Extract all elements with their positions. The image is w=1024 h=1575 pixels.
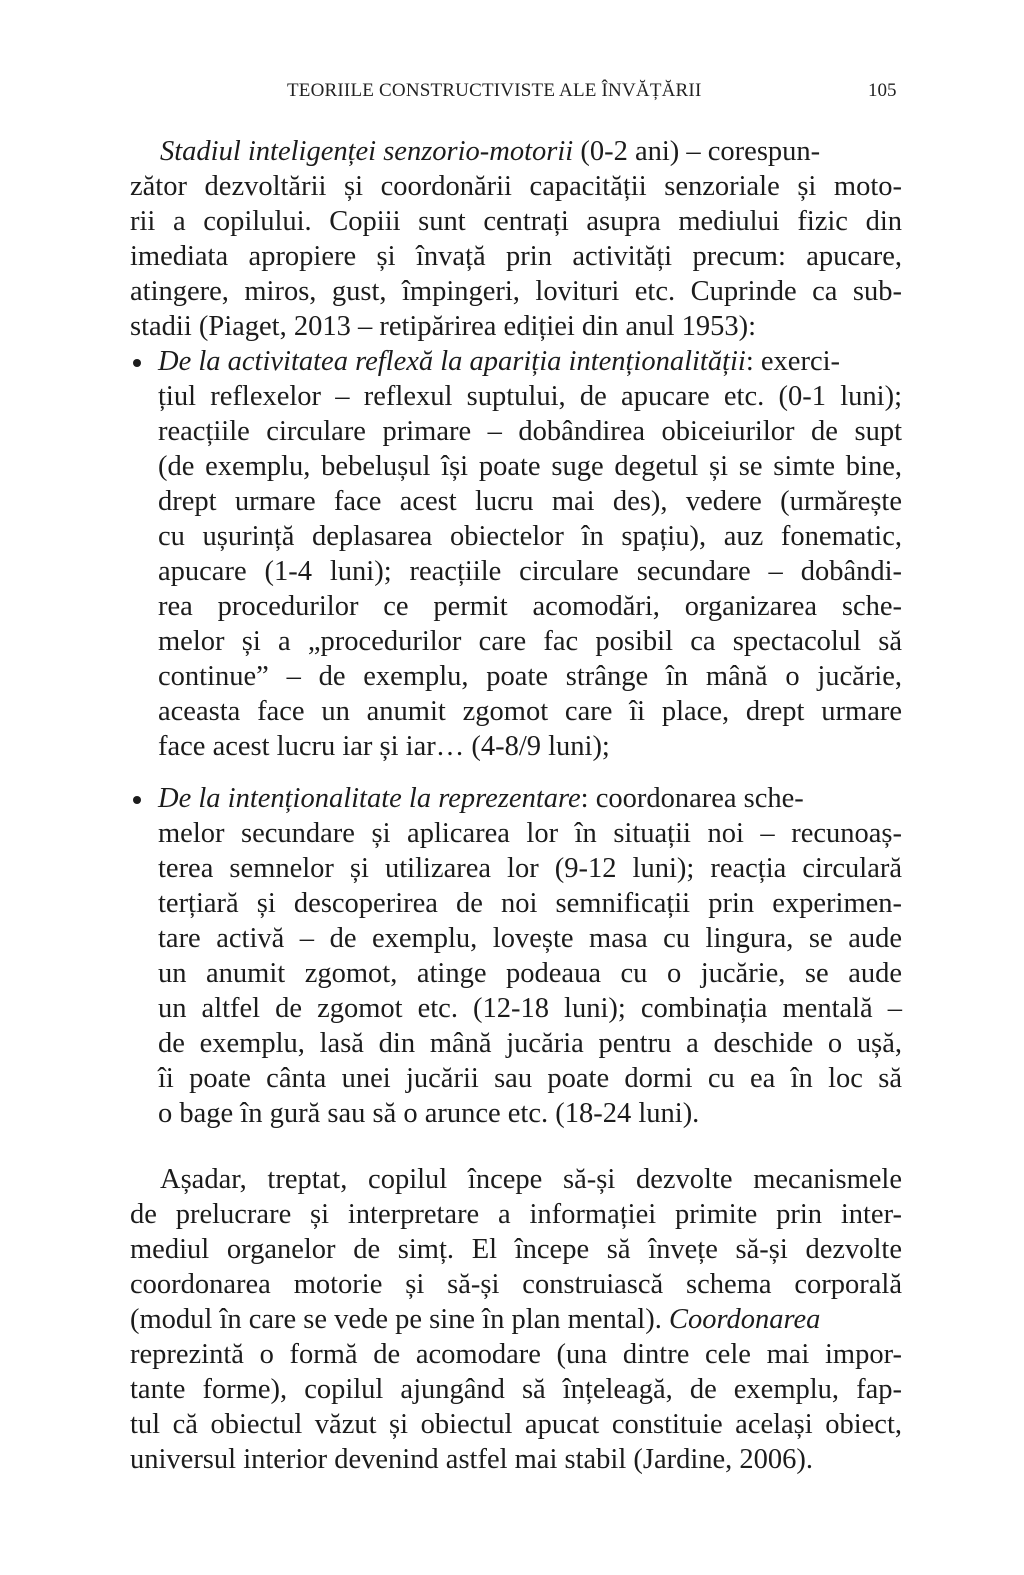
- text-span: : coordonarea sche-: [580, 783, 804, 814]
- bullet-line: terea semnelor și utilizarea lor (9-12 luni); reacția circulară: [158, 853, 902, 884]
- paragraph-line: tante forme), copilul ajungând să înțeleagă, de exemplu, fap-: [130, 1374, 902, 1405]
- emphasis-coordonarea: Coordonarea: [668, 1304, 821, 1335]
- paragraph-line: universul interior devenind astfel mai stabil (Jardine, 2006).: [130, 1444, 814, 1475]
- paragraph-line: coordonarea motorie și să-și construiască schema corporală: [130, 1269, 902, 1300]
- bullet-line: face acest lucru iar și iar… (4-8/9 luni);: [158, 731, 610, 762]
- paragraph-line: imediata apropiere și învață prin activități precum: apucare,: [130, 241, 902, 272]
- paragraph-line: atingere, miros, gust, împingeri, lovituri etc. Cuprinde ca sub-: [130, 276, 902, 307]
- page-number: 105: [868, 80, 897, 101]
- paragraph-line: [130, 1302, 902, 1337]
- bullet-icon: [133, 359, 141, 367]
- bullet-line: un altfel de zgomot etc. (12-18 luni); combinația mentală –: [158, 993, 902, 1024]
- text-span: (modul în care se vede pe sine în plan mental).: [130, 1304, 669, 1335]
- paragraph-line: de prelucrare și interpretare a informației primite prin inter-: [130, 1199, 902, 1230]
- bullet-line: cu ușurință deplasarea obiectelor în spațiu), auz fonematic,: [158, 521, 902, 552]
- bullet-line: continue” – de exemplu, poate strânge în mână o jucărie,: [158, 661, 902, 692]
- bullet-line: aceasta face un anumit zgomot care îi place, drept urmare: [158, 696, 902, 727]
- running-title: TEORIILE CONSTRUCTIVISTE ALE ÎNVĂȚĂRII: [287, 80, 702, 101]
- paragraph-line: mediul organelor de simț. El începe să învețe să-și dezvolte: [130, 1234, 902, 1265]
- stage-title: Stadiul inteligenței senzorio-motorii: [160, 136, 574, 167]
- text-span: : exerci-: [745, 346, 841, 377]
- bullet-line: îi poate cânta unei jucării sau poate dormi cu ea în loc să: [158, 1063, 902, 1094]
- bullet-icon: [133, 796, 141, 804]
- bullet-line: de exemplu, lasă din mână jucăria pentru a deschide o ușă,: [158, 1028, 902, 1059]
- bullet-line: o bage în gură sau să o arunce etc. (18-24 luni).: [158, 1098, 700, 1129]
- paragraph-line: Așadar, treptat, copilul începe să-și dezvolte mecanismele: [160, 1164, 902, 1195]
- paragraph-line: rii a copilului. Copiii sunt centrați asupra mediului fizic din: [130, 206, 902, 237]
- bullet-first-line: [158, 344, 902, 379]
- bullet-title: De la intenționalitate la reprezentare: [158, 783, 581, 814]
- running-header: [0, 80, 1024, 116]
- paragraph-line: reprezintă o formă de acomodare (una dintre cele mai impor-: [130, 1339, 902, 1370]
- bullet-line: țiul reflexelor – reflexul suptului, de apucare etc. (0-1 luni);: [158, 381, 902, 412]
- paragraph-line: stadii (Piaget, 2013 – retipărirea ediției din anul 1953):: [130, 311, 757, 342]
- paragraph-line: tul că obiectul văzut și obiectul apucat constituie același obiect,: [130, 1409, 902, 1440]
- paragraph-line: [160, 134, 902, 169]
- bullet-line: reacțiile circulare primare – dobândirea obiceiurilor de supt: [158, 416, 902, 447]
- bullet-title: De la activitatea reflexă la apariția intenționalității: [158, 346, 746, 377]
- bullet-line: rea procedurilor ce permit acomodări, organizarea sche-: [158, 591, 902, 622]
- bullet-first-line: [158, 781, 902, 816]
- bullet-line: tare activă – de exemplu, lovește masa cu lingura, se aude: [158, 923, 902, 954]
- bullet-line: apucare (1-4 luni); reacțiile circulare secundare – dobândi-: [158, 556, 902, 587]
- bullet-line: drept urmare face acest lucru mai des), vedere (urmărește: [158, 486, 902, 517]
- paragraph-line: zător dezvoltării și coordonării capacității senzoriale și moto-: [130, 171, 902, 202]
- bullet-line: (de exemplu, bebelușul își poate suge degetul și se simte bine,: [158, 451, 902, 482]
- bullet-line: melor secundare și aplicarea lor în situații noi – recunoaș-: [158, 818, 902, 849]
- text-span: (0-2 ani) – corespun-: [573, 136, 821, 167]
- bullet-line: terțiară și descoperirea de noi semnificații prin experimen-: [158, 888, 902, 919]
- bullet-line: melor și a „procedurilor care fac posibil ca spectacolul să: [158, 626, 902, 657]
- bullet-line: un anumit zgomot, atinge podeaua cu o jucărie, se aude: [158, 958, 902, 989]
